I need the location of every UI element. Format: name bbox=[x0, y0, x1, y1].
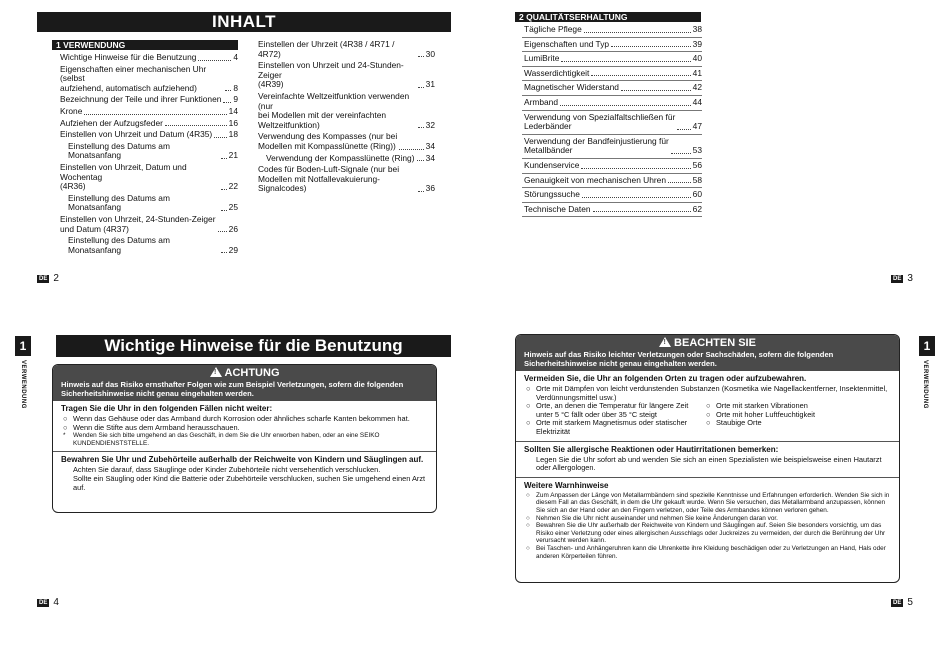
toc-entry-title: Armband bbox=[524, 96, 558, 107]
toc-leader-dots bbox=[582, 197, 691, 198]
bullet-icon: ○ bbox=[706, 401, 711, 411]
toc-entry-page: 44 bbox=[692, 96, 702, 107]
toc-entry-page: 53 bbox=[692, 145, 702, 156]
toc-entry-page: 9 bbox=[233, 94, 238, 105]
list-item-text: Staubige Orte bbox=[716, 418, 762, 428]
achtung-section-2 bbox=[53, 451, 436, 496]
toc-leader-dots bbox=[584, 32, 691, 33]
list-item bbox=[524, 522, 891, 545]
bullet-icon: ○ bbox=[706, 418, 711, 428]
vertical-chapter-label: VERWENDUNG bbox=[20, 360, 26, 409]
toc-entry[interactable] bbox=[60, 95, 238, 105]
toc-entry[interactable] bbox=[522, 81, 702, 96]
bullet-icon: ○ bbox=[526, 491, 530, 499]
toc-leader-dots bbox=[593, 211, 691, 212]
toc-entry[interactable] bbox=[60, 236, 238, 255]
toc-entry-page: 42 bbox=[692, 82, 702, 93]
bullet-icon: ○ bbox=[526, 401, 531, 411]
place-list-left bbox=[524, 402, 704, 436]
beachten-header bbox=[516, 335, 899, 371]
toc-entry-page: 56 bbox=[692, 159, 702, 170]
section-title: Weitere Warnhinweise bbox=[524, 480, 609, 490]
toc-leader-dots bbox=[561, 61, 690, 62]
toc-entry-title: Einstellen von Uhrzeit, 24-Stunden-Zeiger und Datum (4R37) bbox=[60, 213, 216, 234]
toc-leader-dots bbox=[417, 160, 424, 161]
list-item-text: Nehmen Sie die Uhr nicht auseinander und nehmen Sie keine Änderungen daran vor. bbox=[536, 514, 778, 522]
toc-leader-dots bbox=[418, 56, 424, 57]
toc-entry-title: Verwendung der Kompasslünette (Ring) bbox=[266, 152, 415, 163]
page-number: 2 bbox=[53, 273, 59, 284]
toc-entry[interactable] bbox=[258, 165, 435, 194]
toc-leader-dots bbox=[399, 149, 423, 150]
list-item-text: Orte mit starken Vibrationen bbox=[716, 401, 808, 411]
toc-entry[interactable] bbox=[522, 111, 702, 135]
page-title-inhalt: INHALT bbox=[37, 12, 451, 32]
toc-entry-title: Tägliche Pflege bbox=[524, 24, 582, 34]
bullet-icon: ○ bbox=[706, 409, 711, 419]
list-item-text: Zum Anpassen der Länge von Metallarmbändern sind spezielle Kenntnisse und Erfahrungen erforderlich. Wenden Sie sich in diesem Fall an das Geschäft, in dem die Uhr gekauft wurde. Wenn Sie versuchen, das Metallarmband anzupassen, können Sie sich an der Hand oder an den Fingern verletzen, oder Teile des Armbandes können verloren gehen. bbox=[536, 491, 890, 514]
toc-leader-dots bbox=[581, 168, 690, 169]
toc-entry-page: 29 bbox=[228, 244, 238, 255]
beachten-subtitle: Hinweis auf das Risiko leichter Verletzungen oder Sachschäden, sofern die folgenden Sicherheitshinweise nicht genau eingehalten werden. bbox=[524, 350, 834, 368]
toc-entry-title: Eigenschaften und Typ bbox=[524, 38, 610, 49]
toc-leader-dots bbox=[198, 60, 231, 61]
bullet-icon: ○ bbox=[526, 522, 530, 530]
achtung-title: ACHTUNG bbox=[224, 367, 280, 379]
toc-leader-dots bbox=[418, 191, 424, 192]
toc-entry-title: Wasserdichtigkeit bbox=[524, 67, 590, 78]
page-number: 4 bbox=[53, 597, 59, 608]
section-title: Sollten Sie allergische Reaktionen oder Hautirritationen bemerken: bbox=[524, 444, 779, 454]
toc-entry-title: Krone bbox=[60, 105, 83, 116]
toc-entry-page: 22 bbox=[228, 181, 238, 192]
toc-leader-dots bbox=[221, 252, 227, 253]
toc-entry[interactable] bbox=[60, 119, 238, 129]
warning-icon bbox=[659, 337, 671, 347]
list-item-text: Orte mit hoher Luftfeuchtigkeit bbox=[716, 409, 816, 419]
toc-entry[interactable] bbox=[60, 215, 238, 234]
toc-entry-page: 39 bbox=[692, 38, 702, 49]
achtung-header bbox=[53, 365, 436, 401]
chapter-number-tab: 1 bbox=[919, 336, 935, 356]
toc-leader-dots bbox=[84, 114, 226, 115]
toc-entry-title: Einstellung des Datums am Monatsanfang bbox=[68, 235, 170, 255]
list-item bbox=[524, 515, 891, 523]
toc-entry[interactable] bbox=[60, 130, 238, 140]
achtung-subtitle: Hinweis auf das Risiko ernsthafter Folgen wie zum Beispiel Verletzungen, sofern die folgenden Sicherheitshinweise nicht genau eingehalten werden. bbox=[61, 380, 404, 398]
toc-leader-dots bbox=[611, 46, 691, 47]
beachten-section-3 bbox=[516, 477, 899, 564]
toc-entry-title: Einstellung des Datums am Monatsanfang bbox=[68, 140, 170, 161]
toc-entry[interactable] bbox=[522, 52, 702, 67]
page-number: 3 bbox=[907, 273, 913, 284]
list-item: ○ Orte mit Dämpfen von leicht verdunstenden Substanzen (Kosmetika wie Nagellackentferner, Insektenmittel, Verdünnungsmittel usw.) bbox=[526, 384, 888, 402]
toc-entry-page: 30 bbox=[425, 48, 435, 59]
toc-entry-page: 62 bbox=[692, 203, 702, 214]
toc-entry[interactable] bbox=[60, 142, 238, 161]
section-title: Tragen Sie die Uhr in den folgenden Fällen nicht weiter: bbox=[61, 404, 273, 413]
toc-entry-title: Verwendung von Spezialfaltschließen für Lederbänder bbox=[524, 111, 676, 132]
toc-leader-dots bbox=[223, 102, 231, 103]
toc-leader-dots bbox=[671, 153, 691, 154]
toc-leader-dots bbox=[221, 158, 227, 159]
list-item-text: Orte mit starkem Magnetismus oder statischer Elektrizität bbox=[536, 418, 688, 436]
toc-entry[interactable] bbox=[522, 96, 702, 111]
section-2-header: 2 QUALITÄTSERHALTUNG bbox=[515, 12, 701, 22]
toc-entry-page: 60 bbox=[692, 189, 702, 200]
list-item bbox=[524, 419, 704, 436]
toc-entry-title: Verwendung des Kompasses (nur bei Modellen mit Kompasslünette (Ring)) bbox=[258, 131, 398, 151]
toc-entry-title: Einstellen der Uhrzeit (4R38 / 4R71 / 4R72) bbox=[258, 39, 395, 59]
chapter-number-tab: 1 bbox=[15, 336, 31, 356]
toc-entry-page: 36 bbox=[425, 183, 435, 194]
toc-entry-page: 41 bbox=[692, 67, 702, 78]
toc-entry-title: Wichtige Hinweise für die Benutzung bbox=[60, 52, 197, 62]
list-item-text: Bei Taschen- und Anhängeruhren kann die Uhrenkette ihre Kleidung beschädigen oder zu Verletzungen an Hand, Hals oder anderen Körperteilen führen. bbox=[536, 544, 886, 560]
warning-icon bbox=[210, 367, 222, 377]
toc-leader-dots bbox=[418, 127, 424, 128]
achtung-section-1 bbox=[53, 401, 436, 451]
toc-entry-title: Aufziehen der Aufzugsfeder bbox=[60, 117, 163, 128]
toc-entry-title: Bezeichnung der Teile und ihrer Funktionen bbox=[60, 94, 222, 105]
page-number-3 bbox=[891, 273, 913, 284]
toc-entry-page: 21 bbox=[228, 150, 238, 161]
toc-entry[interactable] bbox=[258, 61, 435, 90]
toc-entry-title: Einstellen von Uhrzeit, Datum und Wochentag (4R36) bbox=[60, 161, 187, 192]
toc-entry[interactable] bbox=[522, 23, 702, 38]
toc-column-3 bbox=[522, 23, 702, 217]
toc-entry-title: Codes für Boden-Luft-Signale (nur bei Modellen mit Notfallevakuierung-Signalcodes) bbox=[258, 164, 400, 194]
toc-entry[interactable] bbox=[522, 135, 702, 159]
toc-leader-dots bbox=[560, 105, 691, 106]
toc-leader-dots bbox=[677, 129, 690, 130]
list-item bbox=[524, 402, 704, 419]
page-number: 5 bbox=[907, 597, 913, 608]
toc-entry-page: 34 bbox=[425, 152, 435, 163]
toc-leader-dots bbox=[221, 189, 227, 190]
section-title: Vermeiden Sie, die Uhr an folgenden Orten zu tragen oder aufzubewahren. bbox=[524, 374, 807, 383]
list-item bbox=[524, 545, 891, 560]
page-number-2 bbox=[37, 273, 59, 284]
toc-entry-page: 38 bbox=[692, 24, 702, 34]
toc-entry-page: 25 bbox=[228, 202, 238, 213]
toc-entry-page: 26 bbox=[228, 223, 238, 234]
bullet-icon: ○ bbox=[63, 422, 68, 432]
toc-entry-title: Verwendung der Bandfeinjustierung für Metallbänder bbox=[524, 135, 669, 156]
beachten-box bbox=[515, 334, 900, 583]
toc-entry-page: 40 bbox=[692, 53, 702, 64]
toc-entry[interactable] bbox=[60, 107, 238, 117]
section-text: Legen Sie die Uhr sofort ab und wenden Sie sich an einen Spezialisten wie beispielsweise einen Hautarzt oder Allergologen. bbox=[536, 454, 882, 473]
toc-entry[interactable] bbox=[258, 132, 435, 151]
toc-leader-dots bbox=[668, 182, 691, 183]
toc-entry[interactable] bbox=[522, 67, 702, 82]
bullet-icon: * bbox=[63, 432, 66, 440]
beachten-section-2 bbox=[516, 441, 899, 477]
toc-entry[interactable] bbox=[522, 203, 702, 218]
language-badge: DE bbox=[39, 599, 48, 606]
toc-entry-page: 18 bbox=[228, 129, 238, 140]
toc-entry[interactable] bbox=[60, 65, 238, 94]
toc-entry-title: Einstellen von Uhrzeit und 24-Stunden-Zeiger (4R39) bbox=[258, 60, 404, 90]
vertical-chapter-label: VERWENDUNG bbox=[922, 360, 928, 409]
toc-leader-dots bbox=[621, 90, 691, 91]
toc-leader-dots bbox=[221, 210, 227, 211]
bullet-icon: ○ bbox=[526, 418, 531, 428]
toc-entry-title: Technische Daten bbox=[524, 203, 591, 214]
toc-entry-title: Magnetischer Widerstand bbox=[524, 82, 619, 93]
toc-entry[interactable] bbox=[60, 194, 238, 213]
toc-entry-page: 32 bbox=[425, 119, 435, 130]
warning-list bbox=[524, 492, 891, 560]
toc-entry-title: Eigenschaften einer mechanischen Uhr (selbst aufziehend, automatisch aufziehend) bbox=[60, 63, 207, 93]
list-item bbox=[61, 432, 428, 447]
section-1-header: 1 VERWENDUNG bbox=[52, 40, 238, 50]
toc-leader-dots bbox=[165, 125, 227, 126]
toc-entry[interactable] bbox=[258, 40, 435, 59]
toc-entry-title: Störungssuche bbox=[524, 189, 580, 200]
toc-entry[interactable] bbox=[522, 159, 702, 174]
toc-entry-page: 58 bbox=[692, 174, 702, 185]
list-item-text: Wenn die Stifte aus dem Armband herausschauen. bbox=[73, 422, 240, 432]
toc-entry-page: 47 bbox=[692, 121, 702, 132]
toc-entry[interactable] bbox=[522, 38, 702, 53]
toc-column-2 bbox=[258, 40, 435, 196]
list-item-text: Orte, an denen die Temperatur für längere Zeit unter 5 °C fällt oder über 35 °C steigt bbox=[536, 401, 689, 419]
toc-entry-page: 14 bbox=[228, 105, 238, 116]
bullet-icon: ○ bbox=[526, 514, 530, 522]
list-item-text: Wenden Sie sich bitte umgehend an das Geschäft, in dem Sie die Uhr erworben haben, oder an eine SEIKO KUNDENDIENSTSTELLE. bbox=[73, 432, 380, 447]
toc-leader-dots bbox=[591, 75, 690, 76]
section-title: Bewahren Sie Uhr und Zubehörteile außerhalb der Reichweite von Kindern und Säuglingen auf. bbox=[61, 455, 424, 465]
bullet-icon: ○ bbox=[63, 414, 68, 423]
list-item-text: Bewahren Sie die Uhr außerhalb der Reichweite von Kindern und Säuglingen auf. Seien Sie besonders vorsichtig, um das Risiko einer Verletzung oder eines allergischen Ausschlags oder Juckreizes zu vermeiden, der durch die Berührung der Uhr verursacht werden kann. bbox=[536, 522, 886, 545]
place-list-right bbox=[704, 402, 891, 436]
toc-entry-page: 34 bbox=[425, 140, 435, 151]
toc-entry-title: Kundenservice bbox=[524, 159, 580, 170]
toc-leader-dots bbox=[418, 87, 424, 88]
toc-entry-page: 8 bbox=[233, 82, 238, 93]
toc-entry-page: 31 bbox=[425, 79, 435, 90]
toc-leader-dots bbox=[225, 90, 231, 91]
toc-entry[interactable] bbox=[258, 154, 435, 164]
page-number-5 bbox=[891, 597, 913, 608]
toc-leader-dots bbox=[218, 231, 227, 232]
toc-entry[interactable] bbox=[60, 53, 238, 63]
toc-entry[interactable] bbox=[258, 92, 435, 130]
toc-entry-title: Einstellung des Datums am Monatsanfang bbox=[68, 192, 170, 213]
bullet-icon: ○ bbox=[526, 544, 530, 552]
achtung-list bbox=[61, 415, 428, 447]
toc-entry-title: Vereinfachte Weltzeitfunktion verwenden (nur bei Modellen mit der vereinfachten Weltzeitfunktion) bbox=[258, 90, 410, 130]
toc-column-1 bbox=[60, 53, 238, 257]
language-badge: DE bbox=[893, 275, 902, 282]
toc-entry[interactable] bbox=[522, 174, 702, 189]
page-number-4 bbox=[37, 597, 59, 608]
page-title-hinweise: Wichtige Hinweise für die Benutzung bbox=[56, 335, 451, 357]
list-item bbox=[61, 424, 428, 433]
language-badge: DE bbox=[39, 275, 48, 282]
toc-entry-page: 16 bbox=[228, 117, 238, 128]
achtung-box bbox=[52, 364, 437, 513]
toc-entry[interactable] bbox=[522, 188, 702, 203]
toc-entry[interactable] bbox=[60, 163, 238, 192]
toc-entry-page: 4 bbox=[233, 52, 238, 62]
list-item-text: Wenn das Gehäuse oder das Armband durch Korrosion oder ähnliches scharfe Kanten bekommen hat. bbox=[73, 414, 410, 423]
toc-leader-dots bbox=[214, 137, 226, 138]
list-item bbox=[704, 419, 891, 428]
language-badge: DE bbox=[893, 599, 902, 606]
toc-entry-title: Genauigkeit von mechanischen Uhren bbox=[524, 174, 666, 185]
beachten-title: BEACHTEN SIE bbox=[674, 337, 756, 349]
toc-entry-title: LumiBrite bbox=[524, 53, 560, 64]
toc-entry-title: Einstellen von Uhrzeit und Datum (4R35) bbox=[60, 129, 213, 140]
section-text: Achten Sie darauf, dass Säuglinge oder Kinder Zubehörteile nicht versehentlich verschlucken. Sollte ein Säugling oder Kind die Batterie oder Zubehörteile verschlucken, suchen Sie umgehend einen Arzt auf. bbox=[73, 465, 426, 492]
list-item bbox=[524, 492, 891, 515]
beachten-section-1 bbox=[516, 371, 899, 441]
